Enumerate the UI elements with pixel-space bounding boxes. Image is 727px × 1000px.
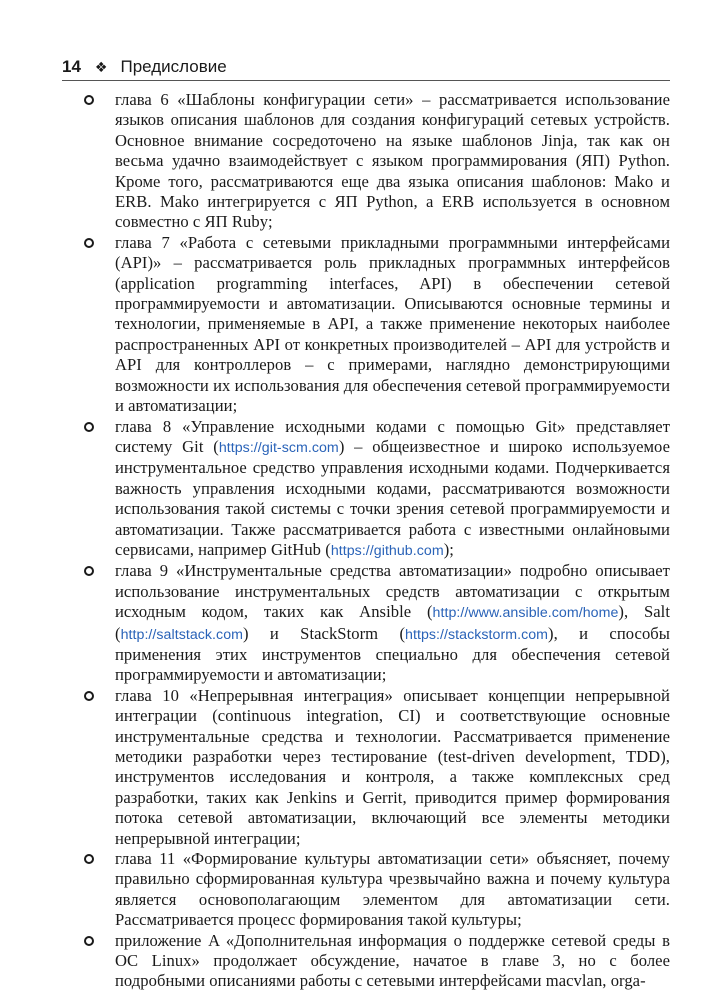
url-link[interactable]: https://github.com	[330, 542, 444, 559]
list-item	[62, 90, 670, 233]
list-item	[62, 849, 670, 931]
item-text: глава 6 «Шаблоны конфигурации сети» – рассматривается использование языков описания шаблонов для создания конфигураций сетевых устройств. Основное внимание сосредоточено на языке шаблонов Jinja, так как он весьма удачно взаимодействует с языком программирования (ЯП) Python. Кроме того, рассматриваются еще два языка описания шаблонов: Mako и ERB. Mako интегрируется с ЯП Python, а ERB используется в основном совместно с ЯП Ruby;	[115, 90, 670, 232]
item-text: ), Salt (	[115, 602, 670, 643]
item-text: ), и способы применения этих инструментов специально для обеспечения сетевой программируемости и автоматизации;	[115, 623, 670, 685]
item-text: ) – общеизвестное и широко используемое инструментальное средство управления исходными кодами. Подчеркивается важность управления исходными кодами, рассматриваются возможности использования такой системы с точки зрения сетевой программируемости и автоматизации. Также рассматривается работа с известными онлайновыми сервисами, например GitHub (	[115, 436, 670, 559]
list-item	[62, 417, 670, 562]
bullet-circle-icon	[84, 854, 94, 864]
url-link[interactable]: http://www.ansible.com/home	[432, 605, 619, 622]
bullet-circle-icon	[84, 691, 94, 701]
bullet-circle-icon	[84, 566, 94, 576]
item-text: глава 10 «Непрерывная интеграция» описывает концепции непрерывной интеграции (continuous integration, CI) и соответствующие основные инструментальные средства и технологии. Рассматривается применение методики разработки через тестирование (test-driven development, TDD), инструментов исследования и контроля, а также комплексных сред разработки, таких как Jenkins и Gerrit, приводится пример формирования потока сетевой автоматизации, включающий все элементы методики непрерывной интеграции;	[115, 685, 670, 848]
bullet-circle-icon	[84, 936, 94, 946]
url-link[interactable]: http://saltstack.com	[120, 626, 244, 643]
item-text: глава 9 «Инструментальные средства автоматизации» подробно описывает использование инструментальных средств автоматизации с открытым исходным кодом, таких как Ansible (	[115, 561, 670, 622]
list-item	[62, 561, 670, 685]
running-section-title: Предисловие	[120, 57, 227, 76]
page-number: 14	[62, 57, 81, 76]
bullet-circle-icon	[84, 238, 94, 248]
item-text: глава 11 «Формирование культуры автоматизации сети» объясняет, почему правильно сформированная культура чрезвычайно важна и почему культура является основополагающим элементом для автоматизации сети. Рассматривается процесс формирования такой культуры;	[115, 849, 670, 930]
page-header	[62, 53, 670, 81]
item-text: глава 8 «Управление исходными кодами с помощью Git» представляет систему Git (	[115, 416, 670, 456]
list-item	[62, 931, 670, 992]
item-text: приложение A «Дополнительная информация о поддержке сетевой среды в OC Linux» продолжает обсуждение, начатое в главе 3, но с более подробными описаниями работы с сетевыми интерфейсами macvlan, orga-	[115, 930, 670, 991]
url-link[interactable]: https://stackstorm.com	[405, 626, 549, 643]
item-text: );	[443, 539, 454, 559]
ornament-icon: ❖	[94, 58, 108, 75]
url-link[interactable]: https://git-scm.com	[218, 439, 339, 456]
chapter-list	[62, 90, 670, 992]
item-text: глава 7 «Работа с сетевыми прикладными программными интерфейсами (API)» – рассматривается роль прикладных программных интерфейсов (application programming interfaces, API) в обеспечении сетевой программируемости и автоматизации. Описываются основные термины и технологии, применяемые в API, а также применение некоторых наиболее распространенных API от конкретных производителей – API для устройств и API для контроллеров – с примерами, наглядно демонстрирующими возможности их использования для обеспечения сетевой программируемости и автоматизации;	[115, 232, 670, 416]
item-text: ) и StackStorm (	[243, 623, 406, 643]
bullet-circle-icon	[84, 422, 94, 432]
header-divider	[62, 80, 670, 81]
bullet-circle-icon	[84, 95, 94, 105]
list-item	[62, 233, 670, 417]
list-item	[62, 686, 670, 849]
